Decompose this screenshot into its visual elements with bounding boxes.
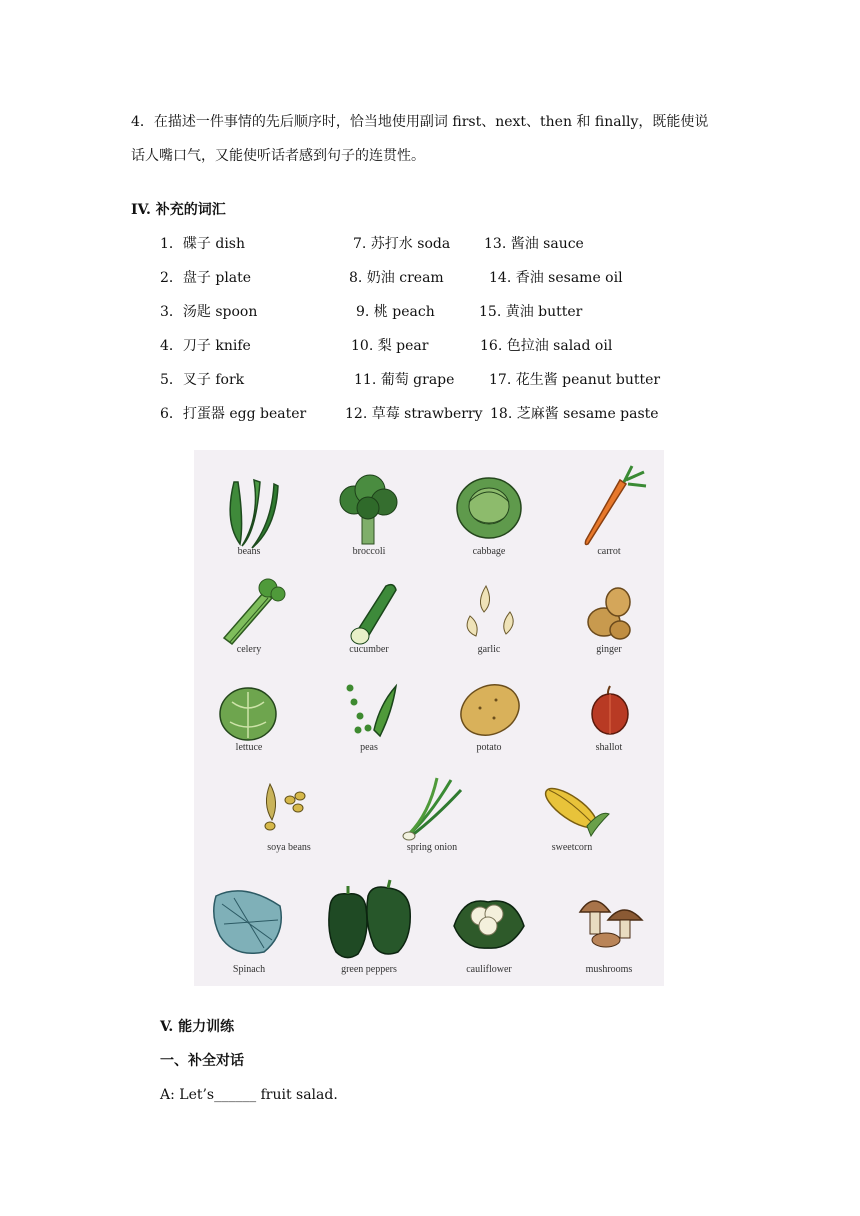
beans-icon — [194, 462, 304, 552]
vocab-item: 17. 花生酱 peanut butter — [489, 372, 661, 388]
broccoli-icon — [314, 462, 424, 552]
veg-item-broccoli — [314, 462, 424, 572]
veg-item-beans — [194, 462, 304, 572]
veg-item-spinach — [194, 876, 304, 986]
veg-label: broccoli — [352, 546, 386, 557]
veg-label: spring onion — [406, 842, 458, 853]
veg-label: cucumber — [349, 644, 389, 655]
veg-item-mushrooms — [554, 876, 664, 986]
vocab-item: 15. 黄油 butter — [479, 304, 583, 320]
veg-label: soya beans — [267, 842, 311, 853]
cucumber-icon — [314, 572, 424, 650]
vocab-item: 4．刀子 knife — [160, 338, 251, 354]
vocab-item: 11. 葡萄 grape — [354, 372, 455, 388]
vocab-item: 14. 香油 sesame oil — [489, 270, 623, 286]
section-iv-heading: IV. 补充的词汇 — [131, 202, 226, 218]
vocab-item: 12. 草莓 strawberry — [345, 406, 483, 422]
dialogue-line: A: Let’s______ fruit salad. — [160, 1087, 338, 1103]
ginger-icon — [554, 572, 664, 650]
veg-label: garlic — [477, 644, 501, 655]
veg-item-sweetcorn — [517, 770, 627, 880]
veg-item-cucumber — [314, 572, 424, 682]
green-peppers-icon — [314, 876, 424, 966]
vocab-item: 13. 酱油 sauce — [484, 236, 584, 252]
carrot-icon — [554, 462, 664, 552]
veg-label: green peppers — [341, 964, 397, 975]
section-v-subheading: 一、补全对话 — [160, 1053, 244, 1069]
point-4-line-1: 4．在描述一件事情的先后顺序时，恰当地使用副词 first、next、then 和 finally，既能使说 — [131, 114, 709, 130]
veg-item-cauliflower — [434, 876, 544, 986]
cabbage-icon — [434, 462, 544, 552]
veg-item-green-peppers — [314, 876, 424, 986]
veg-item-garlic — [434, 572, 544, 682]
mushrooms-icon — [554, 876, 664, 966]
veg-item-spring-onion — [377, 770, 487, 880]
veg-label: beans — [237, 546, 261, 557]
section-v-heading: V. 能力训练 — [160, 1019, 235, 1035]
vocab-item: 5．叉子 fork — [160, 372, 245, 388]
vegetables-illustration — [194, 450, 664, 986]
point-4-line-2: 话人嘴口气，又能使听话者感到句子的连贯性。 — [131, 148, 425, 164]
spring-onion-icon — [377, 770, 487, 850]
veg-label: ginger — [596, 644, 622, 655]
veg-item-cabbage — [434, 462, 544, 572]
sweetcorn-icon — [517, 770, 627, 850]
veg-item-soya-beans — [234, 770, 344, 880]
cauliflower-icon — [434, 876, 544, 966]
veg-label: mushrooms — [585, 964, 633, 975]
veg-item-celery — [194, 572, 304, 682]
vocab-item: 8. 奶油 cream — [349, 270, 444, 286]
vocab-item: 18. 芝麻酱 sesame paste — [490, 406, 659, 422]
veg-label: peas — [360, 742, 378, 753]
veg-label: Spinach — [232, 964, 266, 975]
veg-label: lettuce — [235, 742, 263, 753]
veg-item-carrot — [554, 462, 664, 572]
vocab-item: 6．打蛋器 egg beater — [160, 406, 307, 422]
vocab-item: 7. 苏打水 soda — [353, 236, 451, 252]
veg-item-ginger — [554, 572, 664, 682]
veg-label: carrot — [597, 546, 621, 557]
veg-label: cauliflower — [466, 964, 512, 975]
vocab-item: 2．盘子 plate — [160, 270, 252, 286]
vocab-item: 1．碟子 dish — [160, 236, 245, 252]
vocab-item: 3．汤匙 spoon — [160, 304, 258, 320]
vocab-item: 9. 桃 peach — [356, 304, 435, 320]
veg-label: celery — [236, 644, 262, 655]
celery-icon — [194, 572, 304, 650]
garlic-icon — [434, 572, 544, 650]
veg-label: shallot — [595, 742, 623, 753]
veg-label: sweetcorn — [551, 842, 593, 853]
spinach-icon — [194, 876, 304, 966]
vocab-item: 10. 梨 pear — [351, 338, 429, 354]
veg-label: cabbage — [472, 546, 506, 557]
vocab-item: 16. 色拉油 salad oil — [480, 338, 613, 354]
veg-label: potato — [476, 742, 502, 753]
soya-beans-icon — [234, 770, 344, 850]
